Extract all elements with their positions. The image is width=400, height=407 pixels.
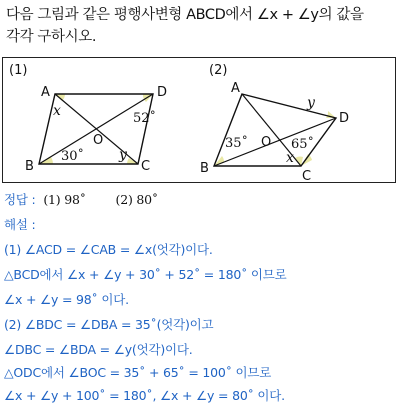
figure2-vertex-b: B [200, 161, 209, 176]
figure1-angle-52: 52˚ [133, 111, 157, 126]
figures-svg [3, 58, 397, 184]
solution-line-6: △ODC에서 ∠BOC = 35˚ + 65˚ = 100˚ 이므로 [4, 365, 272, 380]
solution-label: 해설 : [4, 217, 36, 232]
figure2-label: (2) [209, 63, 228, 78]
answer-label: 정답 : [4, 192, 36, 207]
figure2-angle-35: 35˚ [225, 136, 249, 151]
figure1-angle-y: y [119, 147, 127, 163]
figure1-vertex-a: A [41, 85, 50, 100]
solution-line-2: △BCD에서 ∠x + ∠y + 30˚ + 52˚ = 180˚ 이므로 [4, 267, 287, 282]
solution-line-4: (2) ∠BDC = ∠DBA = 35˚(엇각)이고 [4, 317, 214, 332]
figure1-vertex-d: D [157, 85, 168, 100]
figure2-angle-x: x [286, 150, 294, 166]
question-line-1: 다음 그림과 같은 평행사변형 ABCD에서 ∠x + ∠y의 값을 [6, 7, 364, 23]
figure2-vertex-d: D [339, 111, 350, 126]
solution-line-7: ∠x + ∠y + 100˚ = 180˚, ∠x + ∠y = 80˚ 이다. [4, 388, 285, 403]
question-line-2: 각각 구하시오. [6, 29, 97, 45]
figure2-center-o: O [261, 135, 272, 150]
answer-2: (2) 80˚ [115, 192, 158, 207]
figure2-angle-65: 65˚ [291, 137, 315, 152]
question-text [6, 4, 396, 48]
figure-box [2, 57, 396, 183]
figure1-angle-30: 30˚ [61, 149, 85, 164]
figure2-parallelogram [214, 94, 336, 166]
figure2-outline [214, 94, 336, 166]
answer-1: (1) 98˚ [43, 192, 86, 207]
figure1-center-o: O [93, 133, 104, 148]
solution-line-1: (1) ∠ACD = ∠CAB = ∠x(엇각)이다. [4, 242, 213, 257]
figure1-vertex-c: C [141, 159, 151, 174]
solution-line-3: ∠x + ∠y = 98˚ 이다. [4, 292, 129, 307]
figure2-angle-y: y [307, 95, 315, 111]
solution-line-5: ∠DBC = ∠BDA = ∠y(엇각)이다. [4, 342, 193, 357]
answer-line [4, 190, 158, 208]
figure1-label: (1) [9, 63, 28, 78]
figure1-angle-x: x [53, 103, 61, 119]
figure1-vertex-b: B [25, 159, 34, 174]
figure2-vertex-a: A [231, 81, 240, 96]
figure2-vertex-c: C [302, 169, 312, 184]
